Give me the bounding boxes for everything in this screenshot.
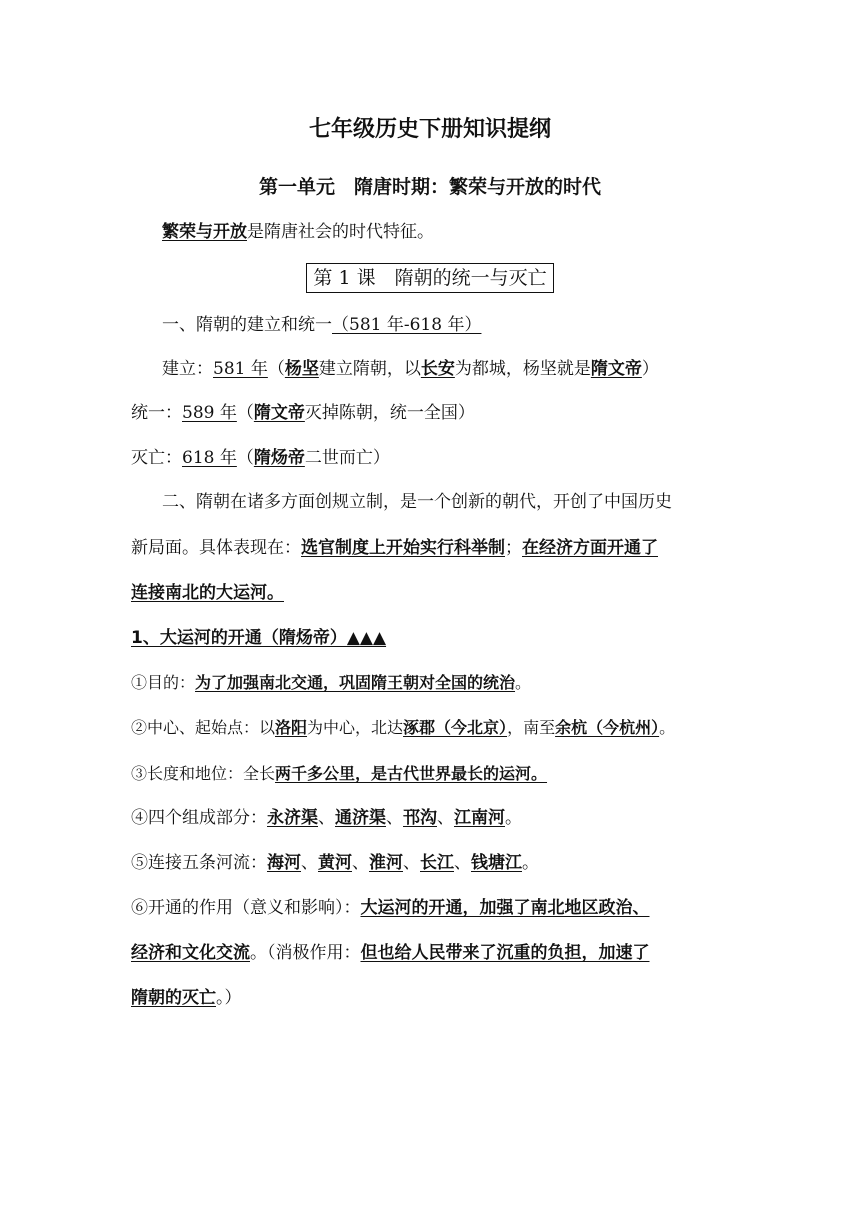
jianli-p4: ）	[641, 359, 659, 379]
end: 。	[505, 808, 522, 828]
tongyi-year: 589 年	[182, 403, 237, 423]
item2-label: ②中心、起始点：以	[131, 718, 276, 737]
item2-center: 洛阳	[275, 718, 308, 737]
item6-v4: 隋朝的灭亡	[131, 988, 216, 1008]
item6-v1: 大运河的开通，加强了南北地区政治、	[360, 898, 650, 918]
item1-value: 为了加强南北交通，巩固隋王朝对全国的统治	[195, 673, 516, 692]
tongyi-line	[131, 401, 475, 425]
section2-line3: 连接南北的大运河。	[131, 583, 284, 603]
tongyi-p1: （	[236, 403, 254, 423]
page-title: 七年级历史下册知识提纲	[308, 117, 551, 142]
item1-label: ①目的：	[131, 673, 196, 692]
item5-label: ⑤连接五条河流：	[131, 853, 267, 873]
item1-end: 。	[515, 673, 532, 692]
sep: 、	[318, 808, 335, 828]
canal-heading: 1、大运河的开通（隋炀帝）▲▲▲	[131, 628, 387, 648]
miewang-p2: 二世而亡）	[304, 448, 390, 468]
section2-canal-a: 在经济方面开通了	[522, 538, 658, 558]
section1-range: （581 年-618 年）	[332, 315, 482, 335]
item4-label: ④四个组成部分：	[131, 808, 267, 828]
river-hai: 海河	[267, 853, 301, 873]
section2-line2	[131, 536, 658, 560]
item6-v2: 经济和文化交流	[131, 943, 250, 963]
jianli-label: 建立：	[162, 359, 213, 379]
tongyi-p2: 灭掉陈朝，统一全国）	[304, 403, 475, 423]
section1-text: 一、隋朝的建立和统一	[162, 315, 332, 335]
section2-line1: 二、隋朝在诸多方面创规立制，是一个创新的朝代，开创了中国历史	[162, 492, 672, 512]
item2-end: 。	[659, 718, 676, 737]
part-tongji: 通济渠	[335, 808, 386, 828]
part-yongji: 永济渠	[267, 808, 318, 828]
item2-north: 涿郡（今北京）	[403, 718, 508, 737]
miewang-name: 隋炀帝	[253, 448, 305, 468]
miewang-year: 618 年	[182, 448, 237, 468]
jianli-p1: （	[267, 359, 285, 379]
item-purpose	[131, 671, 531, 695]
intro-key: 繁荣与开放	[162, 222, 247, 242]
sep: 、	[386, 808, 403, 828]
sep: 、	[454, 853, 471, 873]
jianli-name2: 隋文帝	[590, 359, 642, 379]
river-huai: 淮河	[369, 853, 403, 873]
river-qiantang: 钱塘江	[471, 853, 522, 873]
jianli-p3: 为都城，杨坚就是	[454, 359, 591, 379]
jianli-name1: 杨坚	[284, 359, 319, 379]
part-hangou: 邗沟	[403, 808, 437, 828]
intro-line	[162, 220, 434, 244]
item-effect-line1	[131, 896, 650, 920]
sep: 、	[437, 808, 454, 828]
jianli-p2: 建立隋朝，以	[318, 359, 421, 379]
jianli-capital: 长安	[420, 359, 455, 379]
item-rivers	[131, 851, 539, 875]
item3-value: 两千多公里，是古代世界最长的运河。	[275, 764, 548, 783]
miewang-line	[131, 446, 390, 470]
miewang-p1: （	[236, 448, 254, 468]
item-length	[131, 762, 547, 786]
sep: 、	[352, 853, 369, 873]
item6-label: ⑥开通的作用（意义和影响）：	[131, 898, 361, 918]
item2-p1: 为中心，北达	[307, 718, 404, 737]
section2-keju: 选官制度上开始实行科举制	[301, 538, 505, 558]
item-center	[131, 716, 675, 740]
tongyi-label: 统一：	[131, 403, 182, 423]
jianli-year: 581 年	[213, 359, 268, 379]
item6-p1: 。（消极作用：	[250, 943, 361, 963]
river-huang: 黄河	[318, 853, 352, 873]
section2-sep: ；	[505, 538, 522, 558]
item2-p2: ，南至	[507, 718, 556, 737]
end: 。	[522, 853, 539, 873]
section2-lead: 新局面。具体表现在：	[131, 538, 301, 558]
item6-v3: 但也给人民带来了沉重的负担，加速了	[360, 943, 650, 963]
miewang-label: 灭亡：	[131, 448, 182, 468]
sep: 、	[301, 853, 318, 873]
lesson-title-wrap	[0, 263, 860, 293]
item3-label: ③长度和地位：全长	[131, 764, 276, 783]
item-effect-line2	[131, 941, 650, 965]
jianli-line	[162, 357, 659, 381]
unit-title: 第一单元 隋唐时期：繁荣与开放的时代	[258, 176, 601, 198]
item-effect-line3	[131, 986, 242, 1010]
sep: 、	[403, 853, 420, 873]
item2-south: 余杭（今杭州）	[555, 718, 660, 737]
intro-rest: 是隋唐社会的时代特征。	[247, 222, 434, 242]
part-jiangnan: 江南河	[454, 808, 505, 828]
river-changjiang: 长江	[420, 853, 454, 873]
tongyi-name: 隋文帝	[253, 403, 305, 423]
item-parts	[131, 806, 522, 830]
item6-end: 。）	[216, 988, 242, 1008]
section1-heading	[162, 313, 481, 337]
lesson-title-box: 第 1 课 隋朝的统一与灭亡	[306, 263, 553, 293]
